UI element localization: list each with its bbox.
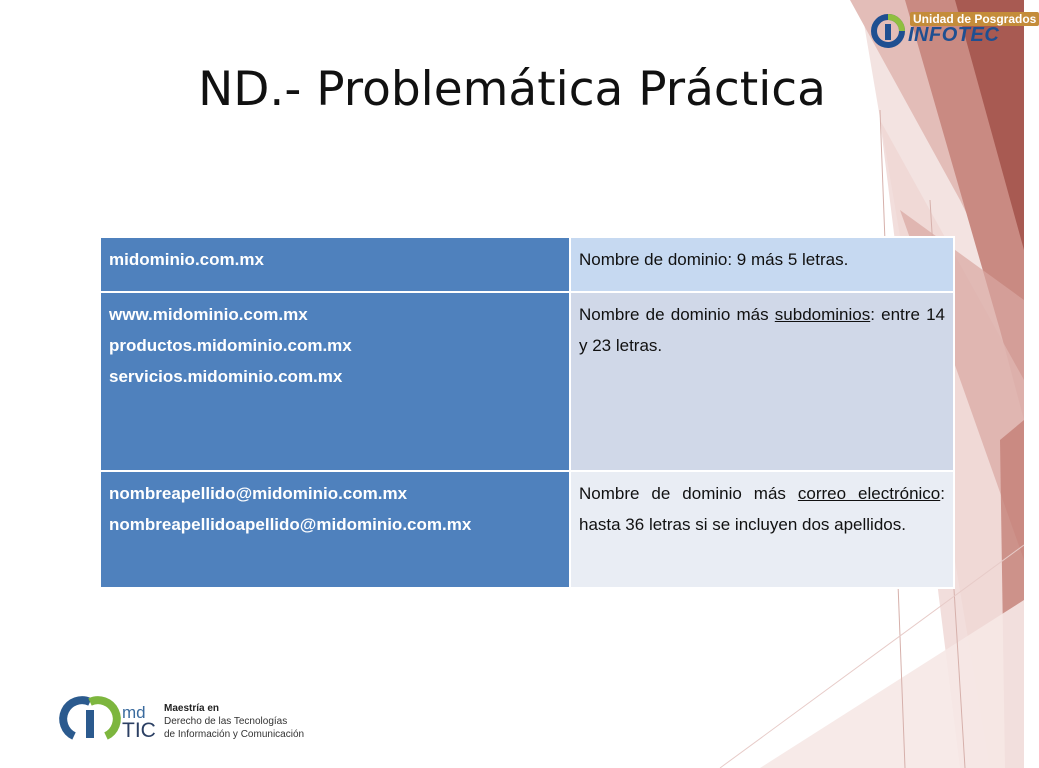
description-text: Nombre de dominio más xyxy=(579,484,798,503)
underlined-term: correo electrónico xyxy=(797,484,941,503)
infotec-emblem-icon xyxy=(868,10,908,50)
description-cell xyxy=(570,237,954,292)
mdtic-tic: TIC xyxy=(122,719,156,742)
infotec-logo xyxy=(868,10,1037,52)
mdtic-md: md xyxy=(122,703,146,722)
mdtic-description xyxy=(164,702,304,741)
domain-example: servicios.midominio.com.mx xyxy=(109,367,343,386)
table-row xyxy=(100,292,954,471)
description-text: Nombre de dominio más xyxy=(579,305,775,324)
domain-example-cell xyxy=(100,292,570,471)
infotec-wordmark: INFOTEC xyxy=(908,24,1000,46)
mdtic-desc-line2: Derecho de las Tecnologías xyxy=(164,716,288,727)
table xyxy=(99,236,955,589)
domain-example: nombreapellido@midominio.com.mx xyxy=(109,484,408,503)
underlined-term: subdominios xyxy=(774,305,871,324)
slide-title: ND.- Problemática Práctica xyxy=(198,62,826,117)
domain-example-cell xyxy=(100,471,570,588)
mdtic-emblem-icon xyxy=(66,696,114,744)
mdtic-wordmark xyxy=(122,704,156,741)
description-cell xyxy=(570,292,954,471)
domain-example: productos.midominio.com.mx xyxy=(109,336,352,355)
table-row xyxy=(100,237,954,292)
infotec-subtitle: Unidad de Posgrados xyxy=(910,12,1039,26)
description-cell xyxy=(570,471,954,588)
domain-example: nombreapellidoapellido@midominio.com.mx xyxy=(109,515,472,534)
domain-example-cell xyxy=(100,237,570,292)
mdtic-desc-line1: Maestría en xyxy=(164,703,220,714)
domain-example: www.midominio.com.mx xyxy=(109,305,308,324)
domain-table xyxy=(99,236,955,589)
table-row xyxy=(100,471,954,588)
domain-example: midominio.com.mx xyxy=(109,250,264,269)
description-text: : entre 14 y 23 letras. xyxy=(579,305,945,355)
description-text: Nombre de dominio: 9 más 5 letras. xyxy=(579,250,849,269)
description-text: : hasta 36 letras si se incluyen dos apellidos. xyxy=(579,484,945,534)
mdtic-logo xyxy=(66,696,326,752)
mdtic-desc-line3: de Información y Comunicación xyxy=(164,729,305,740)
